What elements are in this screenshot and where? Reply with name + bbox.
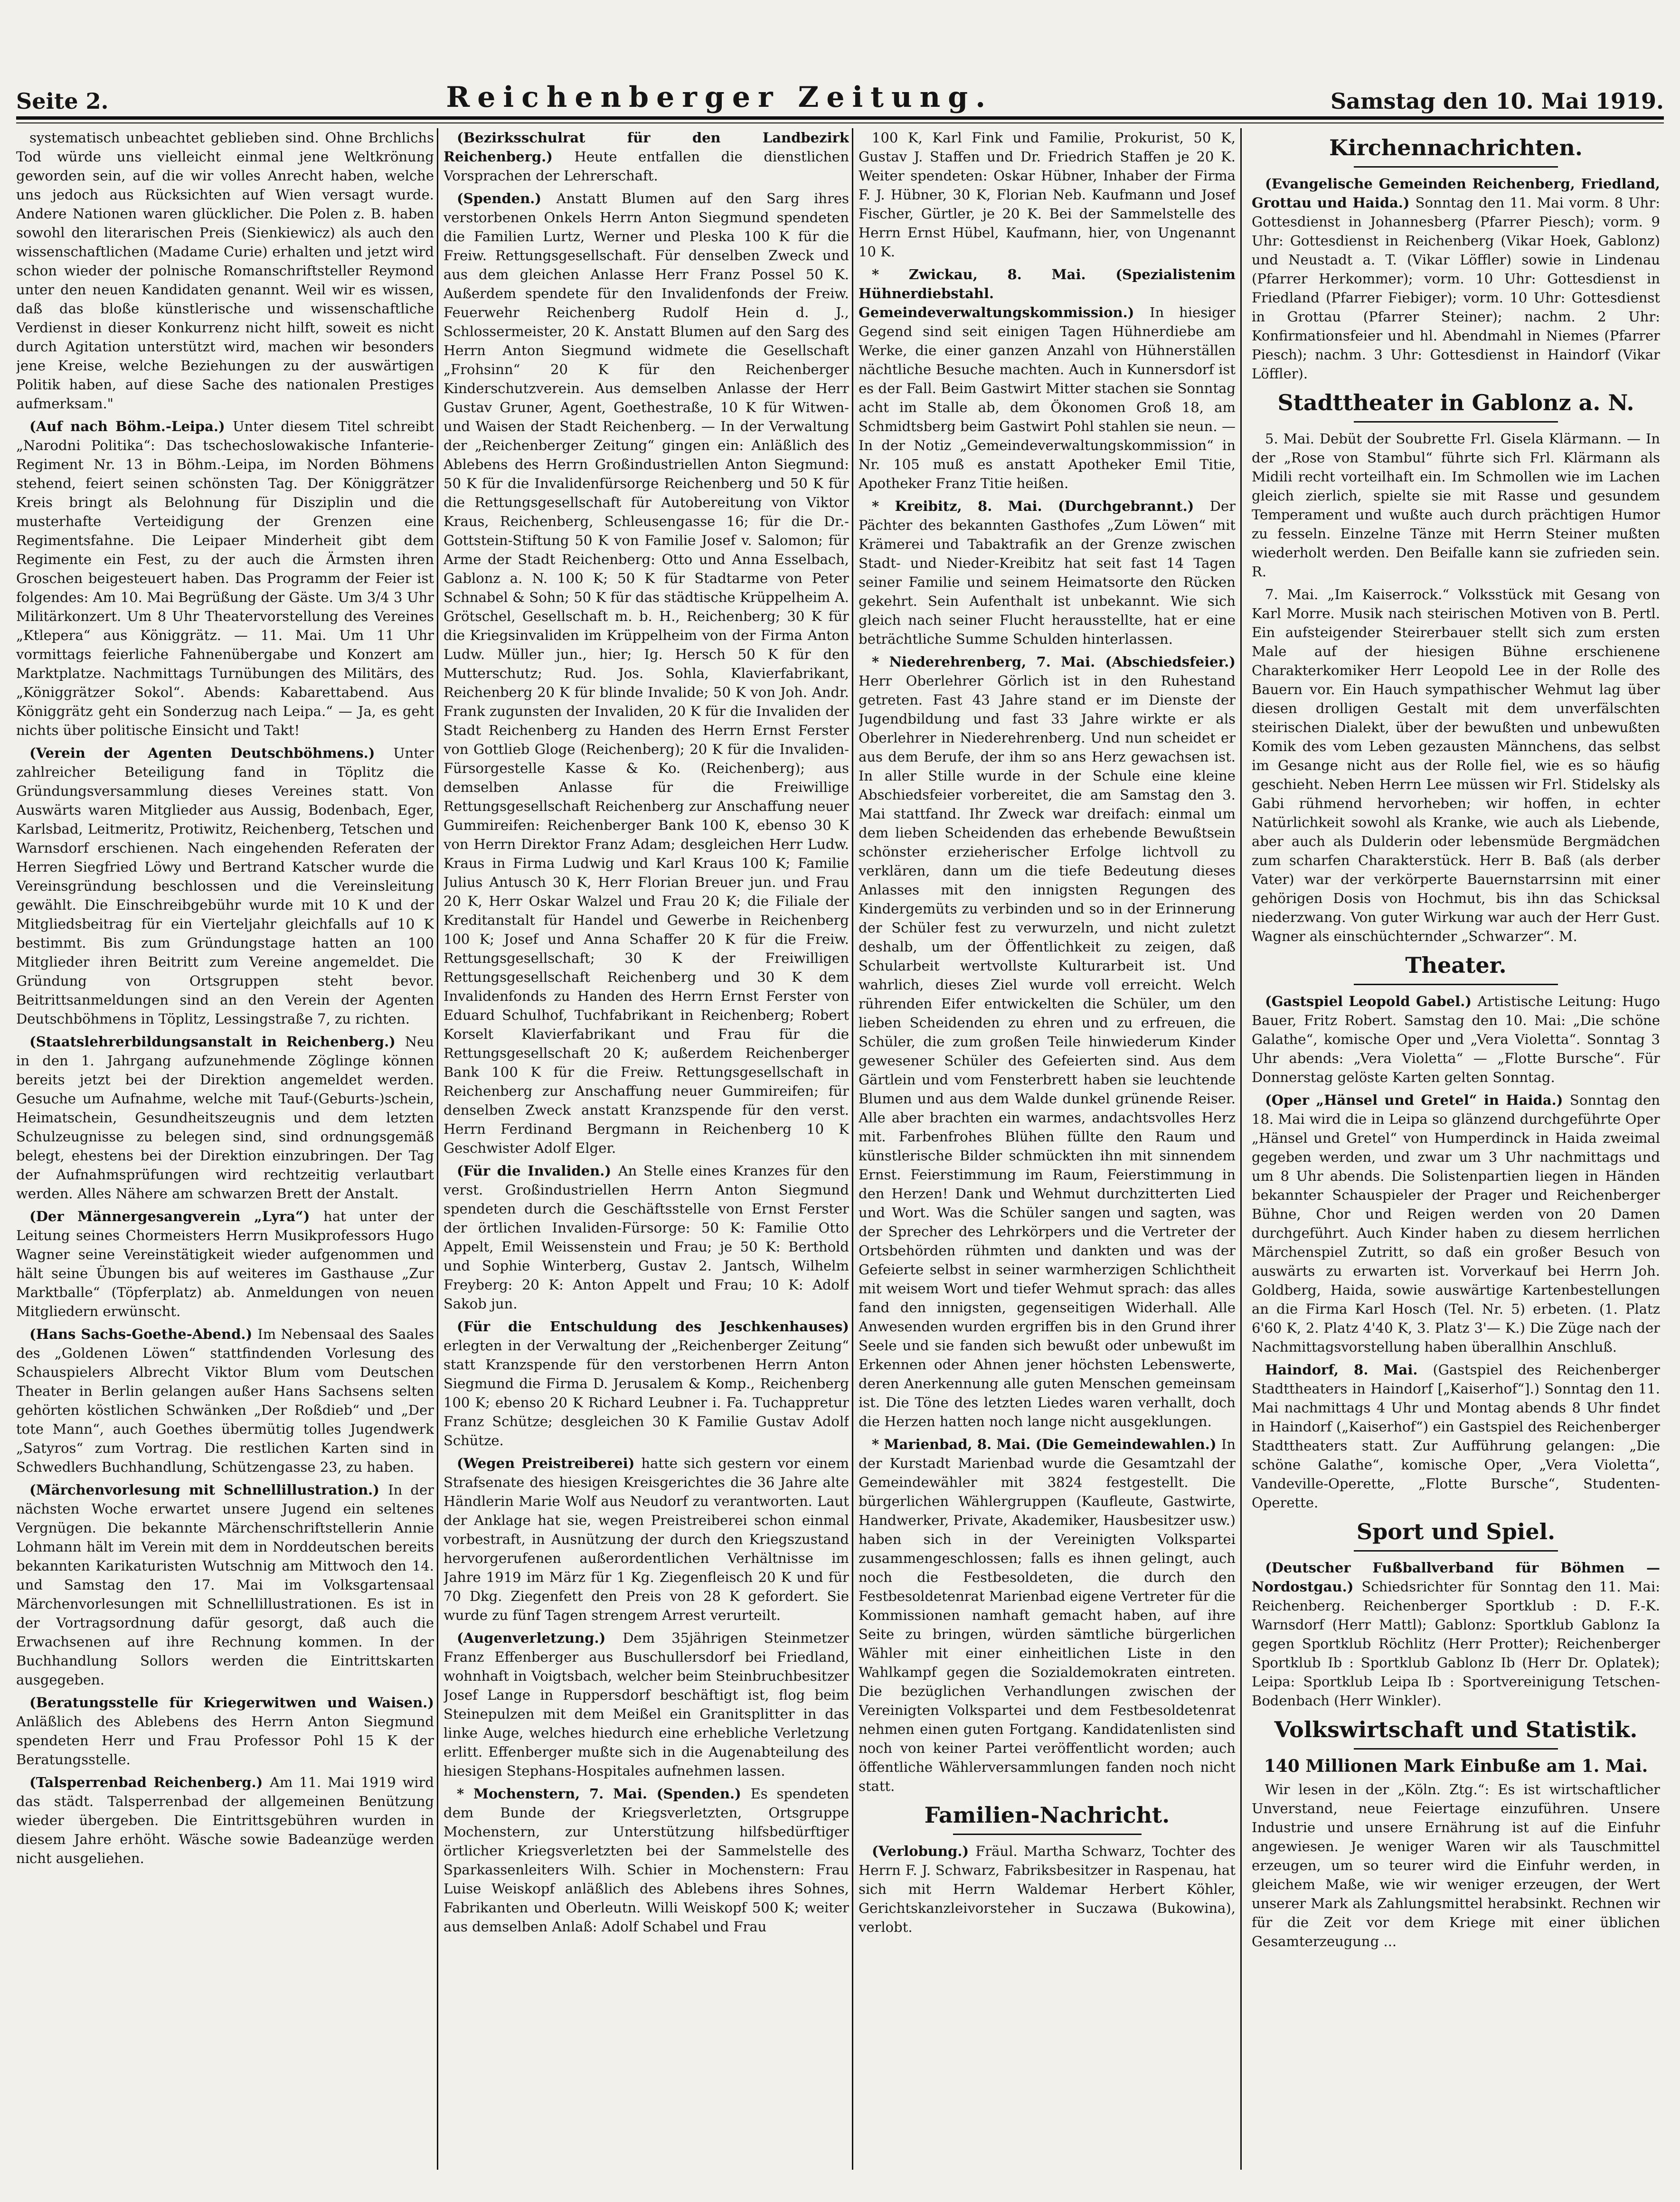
article-text: (Gastspiel des Reichenberger Stadttheaters in Haindorf [„Kaiserhof“].) Sonntag den 11. Mai nachmittags 4 Uhr und Montag abends 8 Uhr findet in Haindorf („Kaiserhof“) ein Gastspiel des Reichenberger Stadttheaters statt. Zur Aufführung gelangen: „Die schöne Galathe“, komische Oper, „Vera Violetta“, Vandeville-Operette, „Flotte Bursche“, Studenten-Operette. — [1252, 1362, 1660, 1511]
article-title: (Verein der Agenten Deutschböhmens.) — [29, 745, 394, 761]
article-paragraph — [1252, 174, 1660, 383]
newspaper-name: Reichenberger Zeitung. — [446, 81, 993, 114]
article-paragraph — [16, 1693, 434, 1769]
article-paragraph — [444, 1628, 849, 1780]
article-text: Dem 35jährigen Steinmetzer Franz Effenberger aus Buschullersdorf bei Friedland, wohnhaft in Voigtsbach, welcher beim Steinbruchbesitzer Josef Lange in Ruppersdorf beschäftigt ist, flog beim Steinepulzen mit dem Meißel ein Granitsplitter in das linke Auge, welches hiedurch eine erhebliche Verletzung erlitt. Effenberger mußte sich in die Augenabteilung des hiesigen Stephans-Hospitales aufnehmen lassen. — [444, 1630, 849, 1779]
article-text: systematisch unbeachtet geblieben sind. Ohne Brchlichs Tod würde uns vielleicht einmal jene Weltkrönung geworden sein, auf die wir volles Anrecht haben, welche uns jedoch aus Rücksichten auf Wien versagt wurde. Andere Nationen waren glücklicher. Die Polen z. B. haben sowohl den literarischen Preis (Sienkiewicz) als auch den wissenschaftlichen (Madame Curie) erhalten und jetzt wird schon wieder der polnische Romanschriftsteller Reymond unter den neuen Kandidaten genannt. Weil wir es wissen, daß das bloße künstlerische und wissenschaftliche Verdienst in dieser Konkurrenz nicht hilft, soweit es nicht durch Agitation unterstützt wird, machen wir besonders jene Kreise, welche Beziehungen zu der auswärtigen Politik haben, auf diese Sache des nationalen Prestiges aufmerksam." — [16, 130, 434, 412]
article-text: Im Nebensaal des Saales des „Goldenen Löwen“ stattfindenden Vorlesung des Schauspielers Albrecht Viktor Blum vom Deutschen Theater in Berlin gelangen außer Hans Sachsens selten gehörten köstlichen Schwänken „Der Roßdieb“ und „Der tote Mann“, auch Goethes übermütig tolles Jugendwerk „Satyros“ zum Vortrag. Die restlichen Karten sind in Schwedlers Buchhandlung, Schützengasse 23, zu haben. — [16, 1326, 434, 1475]
column-divider — [1240, 128, 1242, 2170]
article-title: (Deutscher Fußballverband für Böhmen — Nordostgau.) — [1252, 1560, 1660, 1595]
column-1 — [16, 128, 434, 2170]
article-title: (Der Männergesangverein „Lyra“) — [29, 1208, 324, 1224]
masthead — [16, 71, 1664, 114]
article-text: Wir lesen in der „Köln. Ztg.“: Es ist wirtschaftlicher Unverstand, neue Feiertage einzuführen. Unsere Industrie und unsere Ernährung ist auf die Einfuhr angewiesen. Je weniger Waren wir als Tauschmittel erzeugen, um so teurer wird die Einfuhr werden, in gleichem Maße, wie wir weniger erzeugen, der Wert unserer Mark als Zahlungsmittel herabsinkt. Rechnen wir für die Zeit vor dem Kriege mit einer üblichen Gesamterzeugung ... — [1252, 1781, 1660, 1949]
article-paragraph — [16, 1325, 434, 1477]
heading-rule — [1354, 984, 1558, 985]
article-title: * Niederehrenberg, 7. Mai. (Abschiedsfeier.) — [872, 654, 1236, 670]
article-text: Schiedsrichter für Sonntag den 11. Mai: Reichenberg. Reichenberger Sportklub : D. F.-K. Warnsdorf (Herr Mattl); Gablonz: Sportklub Gablonz Ia gegen Sportklub Röchlitz (Herr Protter); Reichenberger Sportklub Ib : Sportklub Gablonz Ib (Herr Dr. Oplatek); Leipa: Sportklub Leipa Ib : Sportvereinigung Tetschen-Bodenbach (Herr Winkler). — [1252, 1579, 1660, 1709]
section-heading: Sport und Spiel. — [1356, 1519, 1556, 1544]
article-paragraph — [444, 128, 849, 185]
article-text: Herr Oberlehrer Görlich ist in den Ruhestand getreten. Fast 43 Jahre stand er im Dienste der Jugendbildung und fast 33 Jahre wirkte er als Oberlehrer in Niederehrenberg. Und nun scheidet er aus dem Berufe, der ihm so ans Herz gewachsen ist. In aller Stille wurde in der Schule eine kleine Abschiedsfeier vorbereitet, die am Samstag den 3. Mai stattfand. Ihr Zweck war dreifach: einmal um dem lieben Scheidenden das erhebende Bewußtsein schönster erzieherischer Erfolge lichtvoll zu verklären, dann um die tiefe Bedeutung dieses Anlasses mit den innigsten Regungen des Kindergemüts zu verbinden und so in der Erinnerung der Schüler fest zu verwurzeln, und nicht zuletzt deshalb, um der Öffentlichkeit zu zeigen, daß Schularbeit wertvollste Kulturarbeit ist. Und wahrlich, dieses Ziel wurde voll erreicht. Welch rührenden Eifer entwickelten die Schüler, um den lieben Scheidenden zu ehren und zu erfreuen, die Schüler, die zum großen Teile hinwiederum Kinder gewesener Schüler des Gefeierten sind. Aus dem Gärtlein und vom Fensterbrett haben sie leuchtende Blumen und aus dem Walde dunkel grünende Reiser. Alle aber brachten ein warmes, andachtsvolles Herz mit. Farbenfrohes Blühen füllte den Raum und künstlerische Bilder schmückten ihn mit sinnendem Ernst. Feierstimmung im Raum, Feierstimmung in den Herzen! Dank und Wehmut durchzitterten Lied und Wort. Was die Schüler sangen und sagten, was der Sprecher des Lehrkörpers und die Vertreter der Ortsbehörden rühmten und dankten und was der Gefeierte selbst in seiner warmherzigen Schlichtheit mit weisem Wort und tiefer Wehmut sprach: das alles fand den innigsten, gegenseitigen Widerhall. Alle Anwesenden wurden ergriffen bis in den Grund ihrer Seele und sie fanden sich bewußt oder unbewußt im Erkennen oder Ahnen jener höchsten Lebenswerte, deren Anerkennung alle guten Menschen gemeinsam ist. Die Töne des letzten Liedes waren verhallt, doch die Herzen hatten noch lange nicht ausgeklungen. — [859, 673, 1236, 1430]
article-text: An Stelle eines Kranzes für den verst. Großindustriellen Herrn Anton Siegmund spendeten durch die Geschäftsstelle von Ernst Ferster der örtlichen Invaliden-Fürsorge: 50 K: Familie Otto Appelt, Emil Weissenstein und Frau; je 50 K: Berthold und Sophie Winterberg, Gustav 2. Jantsch, Wilhelm Freyberg: 20 K: Anton Appelt und Frau; 10 K: Adolf Sakob jun. — [444, 1163, 849, 1312]
article-paragraph — [859, 1842, 1236, 1937]
article-title: (Evangelische Gemeinden Reichenberg, Friedland, Grottau und Haida.) — [1252, 176, 1660, 211]
article-title: (Talsperrenbad Reichenberg.) — [29, 1774, 270, 1790]
article-title: (Gastspiel Leopold Gabel.) — [1265, 993, 1478, 1009]
article-paragraph — [444, 189, 849, 1157]
article-paragraph — [1252, 1558, 1660, 1710]
article-title: (Hans Sachs-Goethe-Abend.) — [29, 1326, 258, 1342]
article-paragraph — [1252, 1091, 1660, 1356]
article-title: (Beratungsstelle für Kriegerwitwen und Waisen.) — [29, 1694, 434, 1711]
section-heading: Familien-Nachricht. — [924, 1802, 1170, 1828]
article-paragraph — [1252, 992, 1660, 1087]
article-text: 100 K, Karl Fink und Familie, Prokurist, 50 K, Gustav J. Staffen und Dr. Friedrich Staffen je 20 K. Weiter spendeten: Oskar Hübner, Inhaber der Firma F. J. Hübner, 30 K, Florian Neb. Kaufmann und Josef Fischer, Gürtler, je 20 K. Bei der Sammelstelle des Herrn Ernst Hübel, Kaufmann, hier, von Ungenannt 10 K. — [859, 130, 1236, 260]
article-text: Sonntag den 18. Mai wird die in Leipa so glänzend durchgeführte Oper „Hänsel und Gretel“ von Humperdinck in Haida zweimal gegeben werden, und zwar um 3 Uhr nachmittags und um 8 Uhr abends. Die Solistenpartien liegen in Händen bekannter Schauspieler der Prager und Reichenberger Bühne, Chor und Reigen werden von 20 Damen durchgeführt. Auch Kinder haben zu diesem herrlichen Märchenspiel Zutritt, so daß ein großer Besuch von auswärts zu erwarten ist. Vorverkauf bei Herrn Joh. Goldberg, Haida, sowie auswärtige Kartenbestellungen an die Firma Karl Hosch (Tel. Nr. 5) erbeten. (1. Platz 6'60 K, 2. Platz 4'40 K, 3. Platz 3'— K.) Die Züge nach der Nachmittagsvorstellung haben überallhin Anschluß. — [1252, 1092, 1660, 1355]
heading-rule — [1354, 1748, 1558, 1750]
article-title: (Bezirksschulrat für den Landbezirk Reichenberg.) — [444, 130, 849, 165]
article-title: (Märchenvorlesung mit Schnellillustration.) — [29, 1482, 388, 1498]
article-paragraph — [16, 1032, 434, 1203]
column-3 — [859, 128, 1236, 2170]
article-headline: 140 Millionen Mark Einbuße am 1. Mai. — [1264, 1756, 1648, 1776]
article-paragraph — [16, 1773, 434, 1868]
article-title: (Verlobung.) — [872, 1843, 976, 1859]
article-title: * Kreibitz, 8. Mai. (Durchgebrannt.) — [872, 498, 1210, 514]
article-paragraph — [444, 1317, 849, 1450]
article-paragraph — [16, 743, 434, 1028]
article-paragraph — [859, 1435, 1236, 1796]
article-text: Artistische Leitung: Hugo Bauer, Fritz Robert. Samstag den 10. Mai: „Die schöne Galathe“, komische Oper und „Vera Violetta“. Sonntag 3 Uhr abends: „Vera Violetta“ — „Flotte Bursche“. Für Donnerstag gelöste Karten gelten Sonntag. — [1252, 993, 1660, 1085]
article-paragraph — [16, 1207, 434, 1321]
article-text: Unter zahlreicher Beteiligung fand in Töplitz die Gründungsversammlung dieses Vereines statt. Von Auswärts waren Mitglieder aus Aussig, Bodenbach, Eger, Karlsbad, Leitmeritz, Protiwitz, Reichenberg, Tetschen und Warnsdorf erschienen. Nach eingehenden Referaten der Herren Siegfried Löwy und Bertrand Katscher wurde die Vereinsgründung beschlossen und die Vereinsleitung gewählt. Die Einschreibgebühr wurde mit 10 K und der Mitgliedsbeitrag für ein Vierteljahr gleichfalls auf 10 K bestimmt. Bis zum Gründungstage hatten an 100 Mitglieder ihren Beitritt zum Vereine angemeldet. Die Gründung von Ortsgruppen steht bevor. Beitrittsanmeldungen sind an den Verein der Agenten Deutschböhmens in Töplitz, Lessingstraße 7, zu richten. — [16, 745, 434, 1027]
article-title: (Für die Invaliden.) — [457, 1163, 618, 1179]
article-title: (Spenden.) — [457, 190, 557, 207]
article-text: In der Kurstadt Marienbad wurde die Gesamtzahl der Gemeindewähler mit 3824 festgestellt. Die bürgerlichen Wählergruppen (Kaufleute, Gastwirte, Handwerker, Private, Akademiker, Hausbesitzer usw.) haben sich in der Vereinigten Volkspartei zusammengeschlossen; falls es ihnen gelingt, auch noch die Festbesoldeten, die durch den Festbesoldetenrat Marienbad eigene Vertreter für die Kommissionen namhaft gemacht haben, auf ihre Seite zu bringen, würden sämtliche bürgerlichen Wähler mit einer einheitlichen Liste in den Wahlkampf gegen die Sozialdemokraten eintreten. Die bezüglichen Verhandlungen zwischen der Vereinigten Volkspartei und dem Festbesoldetenrat nehmen einen guten Fortgang. Kandidatenlisten sind noch von keiner Partei veröffentlicht worden; auch öffentliche Wählerversammlungen fanden noch nicht statt. — [859, 1436, 1236, 1794]
article-paragraph — [444, 1454, 849, 1625]
article-text: Anstatt Blumen auf den Sarg ihres verstorbenen Onkels Herrn Anton Siegmund spendeten die Familien Lurtz, Werner und Pleska 100 K für die Freiw. Rettungsgesellschaft. Für denselben Zweck und aus dem gleichen Anlasse Herr Franz Possel 50 K. Außerdem spendete für den Invalidenfonds der Freiw. Feuerwehr Reichenberg Rudolf Hein d. J., Schlossermeister, 20 K. Anstatt Blumen auf den Sarg des Herrn Anton Siegmund widmete die Gesellschaft „Frohsinn“ 20 K für den Reichenberger Kinderschutzverein. Aus demselben Anlasse der Herr Gustav Gruner, Agent, Goethestraße, 10 K für Witwen- und Waisen der Stadt Reichenberg. — In der Verwaltung der „Reichenberger Zeitung“ gingen ein: Anläßlich des Ablebens des Herrn Großindustriellen Anton Siegmund: 50 K für die Invalidenfürsorge Reichenberg und 50 K für die Rettungsgesellschaft für Autobereitung von Viktor Kraus, Reichenberg, Schleusengasse 16; für die Dr.-Gottstein-Stiftung 50 K von Familie Josef v. Salomon; für Arme der Stadt Reichenberg: Otto und Anna Esselbach, Gablonz a. N. 100 K; 50 K für Stadtarme von Peter Schnabel & Sohn; 50 K für das städtische Krüppelheim A. Grötschel, Gesellschaft m. b. H., Reichenberg; 30 K für die Kriegsinvaliden im Krüppelheim von der Firma Anton Ludw. Müller jun., hier; Ig. Hersch 50 K für den Mutterschutz; Rud. Jos. Sohla, Klavierfabrikant, Reichenberg 20 K für blinde Invalide; 50 K von Joh. Andr. Frank zugunsten der Invaliden, 20 K für die Invaliden der Stadt Reichenberg zu Handen des Herrn Ernst Ferster von Gottlieb Gloge (Reichenberg); 20 K für die Invaliden-Fürsorgestelle Kasse & Ko. (Reichenberg); aus demselben Anlasse für die Freiwillige Rettungsgesellschaft Reichenberg zur Anschaffung neuer Gummireifen: Reichenberger Bank 100 K, ebenso 30 K von Herrn Direktor Franz Adam; desgleichen Herr Ludw. Kraus in Firma Ludwig und Karl Kraus 100 K; Familie Julius Antusch 30 K, Herr Florian Breuer jun. und Frau 20 K, Herr Oskar Walzel und Frau 20 K; die Filiale der Kreditanstalt für Handel und Gewerbe in Reichenberg 100 K; Josef und Anna Schaffer 20 K für die Freiw. Rettungsgesellschaft; 30 K der Freiwilligen Rettungsgesellschaft Reichenberg und 30 K dem Invalidenfonds zu Handen des Herrn Ernst Ferster von Eduard Schulhof, Tuchfabrikant in Reichenberg; Robert Korselt Klavierfabrikant und Frau für die Rettungsgesellschaft 20 K; außerdem Reichenberger Bank 100 K für die Freiw. Rettungsgesellschaft in Reichenberg zur Anschaffung neuer Gummireifen; für denselben Zweck anstatt Kranzspende für den verst. Herrn Ferdinand Bergmann in Reichenberg 10 K Geschwister Adolf Elger. — [444, 190, 849, 1156]
heading-rule — [1354, 421, 1558, 423]
column-divider — [852, 128, 853, 2170]
heading-rule — [1354, 1550, 1558, 1552]
article-paragraph — [16, 1480, 434, 1689]
heading-rule — [1354, 166, 1558, 168]
article-text: hat unter der Leitung seines Chormeisters Herrn Musikprofessors Hugo Wagner seine Vereinstätigkeit wieder aufgenommen und hält seine Übungen bis auf weiteres im Gasthause „Zur Marktballe“ (Töpferplatz) ab. Anmeldungen von neuen Mitgliedern erwünscht. — [16, 1208, 434, 1319]
article-text: 5. Mai. Debüt der Soubrette Frl. Gisela Klärmann. — In der „Rose von Stambul“ führte sich Frl. Klärmann als Midili recht vorteilhaft ein. Im Schmollen wie im Lachen gleich zierlich, spielte sie mit Rasse und gesundem Temperament und wußte auch durch prächtigen Humor zu fesseln. Einzelne Tänze mit Herrn Steiner mußten wiederholt werden. Den Beifalle kann sie zufrieden sein. R. — [1252, 431, 1660, 580]
article-text: Anläßlich des Ablebens des Herrn Anton Siegmund spendeten Herr und Frau Professor Pohl 15 K der Beratungsstelle. — [16, 1713, 434, 1768]
article-text: hatte sich gestern vor einem Strafsenate des hiesigen Kreisgerichtes die 36 Jahre alte Händlerin Marie Wolf aus Neudorf zu verantworten. Laut der Anklage hat sie, wegen Preistreiberei schon einmal vorbestraft, in Ausnützung der durch den Kriegszustand hervorgerufenen außerordentlichen Verhältnisse im Jahre 1919 im März für 1 Kg. Ziegenfleisch 20 K und für 70 Dkg. Ziegenfett den Preis von 28 K gefordert. Sie wurde zu fünf Tagen strengem Arrest verurteilt. — [444, 1455, 849, 1623]
article-title: (Augenverletzung.) — [457, 1630, 623, 1646]
article-text: In der nächsten Woche erwartet unsere Jugend ein seltenes Vergnügen. Die bekannte Märchenschriftstellerin Annie Lohmann hält im Verein mit dem in Norddeutschen bereits bekannten Karikaturisten Wutschnig am Mittwoch den 14. und Samstag den 17. Mai im Volksgartensaal Märchenvorlesungen mit Schnellillustrationen. Es ist in der Vortragsordnung dafür gesorgt, daß auch die Erwachsenen auf ihre Rechnung kommen. In der Buchhandlung Sollors werden die Eintrittskarten ausgegeben. — [16, 1482, 434, 1688]
article-title: (Auf nach Böhm.-Leipa.) — [29, 418, 233, 434]
article-text: erlegten in der Verwaltung der „Reichenberger Zeitung“ statt Kranzspende für den verstorbenen Herrn Anton Siegmund die Firma D. Jerusalem & Komp., Reichenberg 100 K; ebenso 20 K Richard Leubner i. Fa. Tuchappretur Franz Schütze; desgleichen 30 K Familie Gustav Adolf Schütze. — [444, 1337, 849, 1449]
masthead-rule — [16, 116, 1664, 120]
article-paragraph — [859, 128, 1236, 261]
article-paragraph — [859, 652, 1236, 1431]
article-paragraph — [859, 265, 1236, 493]
article-text: 7. Mai. „Im Kaiserrock.“ Volksstück mit Gesang von Karl Morre. Musik nach steirischen Motiven von B. Pertl. Ein aufsteigender Steirerbauer stellt sich zum ersten Male auf der hiesigen Bühne erschienene Charakterkomiker Herr Leopold Lee in der Rolle des Bauern vor. Ein Hauch sympathischer Wehmut lag über diesen drolligen Gestalt mit dem unverfälschten steirischen Dialekt, über der bewußten und unbewußten Komik des vom Leben gezausten Männchens, das selbst im Gesange nicht aus der Rolle fiel, wie es so häufig geschieht. Neben Herrn Lee müssen wir Frl. Stidelsky als Gabi rühmend hervorheben; wir hoffen, in echter Natürlichkeit sowohl als Kranke, wie auch als Liebende, aber auch als Dulderin oder lebensmüde Bergmädchen zum scharfen Charakterstück. Herr B. Baß (als derber Vater) war der verkörperte Bauernstarrsinn mit einer gehörigen Dosis von Hochmut, bis ihn das Schicksal niederzwang. Von guter Wirkung war auch der Herr Gust. Wagner als einschüchternder „Schwarzer“. M. — [1252, 586, 1660, 944]
article-text: Am 11. Mai 1919 wird das städt. Talsperrenbad der allgemeinen Benützung wieder übergeben. Die Eintrittsgebühren wurden in diesem Jahre erhöht. Wäsche sowie Badeanzüge werden nicht ausgeliehen. — [16, 1774, 434, 1866]
masthead-rule-thin — [16, 122, 1664, 123]
article-text: Unter diesem Titel schreibt „Narodni Politika“: Das tschechoslowakische Infanterie-Regiment Nr. 13 in Böhm.-Leipa, im Norden Böhmens stehend, feiert seinen schönsten Tag. Der Königgrätzer Kreis bringt als Belohnung für Disziplin und die musterhafte Verteidigung der Grenzen eine Regimentsfahne. Die Leipaer Minderheit gibt dem Regimente ein Fest, zu der auch die Ärmsten ihren Groschen beigesteuert haben. Das Programm der Feier ist folgendes: Am 10. Mai Begrüßung der Gäste. Um 3/4 3 Uhr Militärkonzert. Um 8 Uhr Theatervorstellung des Vereines „Ktlepera“ aus Königgrätz. — 11. Mai. Um 11 Uhr vormittags feierliche Fahnenübergabe und Konzert am Marktplatze. Nachmittags Turnübungen des Militärs, des „Königgrätzer Sokol“. Abends: Kabarettabend. Aus Königgrätz geht ein Sonderzug nach Leipa.“ — Ja, es geht nichts über politische Einsicht und Takt! — [16, 418, 434, 738]
heading-rule — [953, 1834, 1142, 1835]
issue-date: Samstag den 10. Mai 1919. — [1330, 88, 1664, 114]
article-title: * Marienbad, 8. Mai. (Die Gemeindewahlen.) — [872, 1436, 1221, 1452]
article-paragraph — [444, 1161, 849, 1313]
section-heading: Volkswirtschaft und Statistik. — [1274, 1717, 1638, 1742]
article-paragraph — [859, 497, 1236, 649]
article-title: Haindorf, 8. Mai. — [1265, 1362, 1433, 1378]
article-text: Es spendeten dem Bunde der Kriegsverletzten, Ortsgruppe Mochenstern, zur Unterstützung hilfsbedürftiger örtlicher Kriegsverletzten bei der Sammelstelle des Sparkassenleiters Wilh. Schier in Mochenstern: Frau Luise Weiskopf anläßlich des Ablebens ihres Sohnes, Fabrikanten und Oberleutn. Willi Weiskopf 500 K; weiter aus demselben Anlaß: Adolf Schabel und Frau — [444, 1786, 849, 1935]
article-text: Der Pächter des bekannten Gasthofes „Zum Löwen“ mit Krämerei und Tabaktrafik an der Grenze zwischen Stadt- und Nieder-Kreibitz hat seit fast 14 Tagen seiner Familie und seinem Heimatsorte den Rücken gekehrt. Sein Aufenthalt ist unbekannt. Wie sich gleich nach seiner Flucht herausstellte, hat er eine beträchtliche Summe Schulden hinterlassen. — [859, 498, 1236, 647]
section-heading: Theater. — [1405, 952, 1507, 978]
article-text: Sonntag den 11. Mai vorm. 8 Uhr: Gottesdienst in Johannesberg (Pfarrer Piesch); vorm. 9 Uhr: Gottesdienst in Reichenberg (Vikar Hoek, Gablonz) und Neustadt a. T. (Vikar Löffler) sowie in Lindenau (Pfarrer Herkommer); vorm. 10 Uhr: Gottesdienst in Friedland (Pfarrer Fiebiger); vorm. 10 Uhr: Gottesdienst in Grottau (Pfarrer Steiner); nachm. 2 Uhr: Konfirmationsfeier und hl. Abendmahl in Niemes (Pfarrer Piesch); nachm. 3 Uhr: Gottesdienst in Haindorf (Vikar Löffler). — [1252, 195, 1660, 382]
section-heading: Kirchennachrichten. — [1329, 135, 1583, 160]
article-paragraph — [16, 417, 434, 740]
article-text: In hiesiger Gegend sind seit einigen Tagen Hühnerdiebe am Werke, die einer ganzen Anzahl von Hühnerställen nächtliche Besuche machten. Auch in Kunnersdorf ist es der Fall. Beim Gastwirt Mitter stachen sie Sonntag acht im Stalle ab, dem Ökonomen Groß 18, am Schmidtsberg beim Gastwirt Pohl stahlen sie neun. — In der Notiz „Gemeindeverwaltungskommission“ in Nr. 105 muß es anstatt Apotheker Emil Titie, Apotheker Franz Titie heißen. — [859, 304, 1236, 491]
article-title: (Für die Entschuldung des Jeschkenhauses) — [457, 1318, 849, 1335]
article-paragraph — [16, 128, 434, 413]
article-paragraph — [1252, 1360, 1660, 1512]
article-title: (Oper „Hänsel und Gretel“ in Haida.) — [1265, 1092, 1570, 1108]
column-divider — [437, 128, 438, 2170]
article-text: Neu in den 1. Jahrgang aufzunehmende Zöglinge können bereits jetzt bei der Direktion angemeldet werden. Gesuche um Aufnahme, welche mit Tauf-(Geburts-)schein, Heimatschein, Gesundheitszeugnis und dem letzten Schulzeugnisse zu belegen sind, sind ordnungsgemäß belegt, ehestens bei der Direktion einzubringen. Der Tag der Aufnahmsprüfungen wird rechtzeitig verlautbart werden. Alles Nähere am schwarzen Brett der Anstalt. — [16, 1034, 434, 1202]
article-title: (Staatslehrerbildungsanstalt in Reichenberg.) — [29, 1034, 405, 1050]
article-paragraph — [1252, 585, 1660, 946]
article-text: Fräul. Martha Schwarz, Tochter des Herrn F. J. Schwarz, Fabriksbesitzer in Raspenau, hat sich mit Herrn Waldemar Herbert Köhler, Gerichtskanzleivorsteher in Suczawa (Bukowina), verlobt. — [859, 1843, 1236, 1935]
section-heading: Stadttheater in Gablonz a. N. — [1277, 390, 1634, 415]
article-title: * Mochenstern, 7. Mai. (Spenden.) — [457, 1786, 751, 1802]
page-number: Seite 2. — [16, 88, 109, 114]
column-4 — [1252, 128, 1660, 2170]
article-paragraph — [444, 1784, 849, 1936]
article-paragraph — [1252, 1780, 1660, 1951]
article-paragraph — [1252, 429, 1660, 581]
article-title: (Wegen Preistreiberei) — [457, 1455, 642, 1471]
article-title: * Zwickau, 8. Mai. (Spezialistenim Hühnerdiebstahl. Gemeindeverwaltungskommission.) — [859, 266, 1236, 320]
column-2 — [444, 128, 849, 2170]
article-text: Heute entfallen die dienstlichen Vorsprachen der Lehrerschaft. — [444, 149, 849, 184]
